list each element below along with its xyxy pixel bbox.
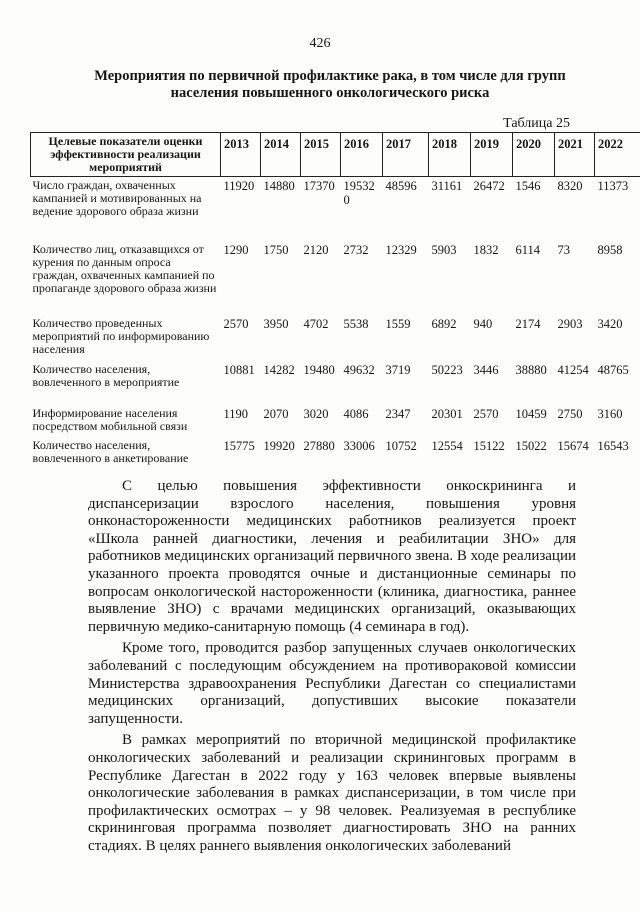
table-cell: 26472: [473, 179, 505, 193]
table-cell: 19920: [263, 439, 295, 453]
table-cell: 3160: [597, 407, 623, 421]
paragraph: С целью повышения эффективности онкоскрининга и диспансеризации взрослого населения, повышения уровня онконастороженности медицинских работников реализуется проект «Школа ранней диагностики, лечения и реабилитации ЗНО» для работников медицинских организаций первичного звена. В ходе реализации указанного проекта проводятся очные и дистанционные семинары по вопросам онкологической настороженности (клиника, диагностика, раннее выявление ЗНО) с врачами медицинских организаций, оказывающих первичную медико-санитарную помощь (4 семинара в год).: [88, 478, 577, 635]
header-year: 2013: [221, 133, 261, 177]
table-cell: 15775: [223, 439, 255, 453]
table-cell: 5903: [431, 243, 457, 257]
table-cell: 6892: [431, 317, 457, 331]
table-cell: 2570: [473, 407, 499, 421]
header-year: 2020: [513, 133, 555, 177]
table-row: [31, 405, 640, 437]
table-cell: 33006: [343, 439, 375, 453]
table-cell: 2750: [557, 407, 583, 421]
header-year: 2019: [471, 133, 513, 177]
row-label: Количество проведенных мероприятий по информированию населения: [32, 316, 210, 356]
table-cell: 2174: [515, 317, 541, 331]
table-row: [31, 437, 640, 473]
table-row: [31, 177, 640, 242]
table-cell: 15674: [557, 439, 589, 453]
table-cell: 1290: [223, 243, 249, 257]
table-row: [31, 361, 640, 405]
table-cell: 10459: [515, 407, 547, 421]
table-cell: 31161: [431, 179, 463, 193]
table-row: [31, 315, 640, 361]
table-cell: 38880: [515, 363, 547, 377]
row-label: Информирование населения посредством мобильной связи: [32, 406, 188, 433]
table-cell: 10881: [223, 363, 255, 377]
table-cell: 2070: [263, 407, 289, 421]
table-cell: 2570: [223, 317, 249, 331]
row-label: Число граждан, охваченных кампанией и мотивированных на ведение здорового образа жизни: [32, 178, 202, 218]
table-cell: 11373: [597, 179, 629, 193]
table-cell: 48765: [597, 363, 629, 377]
row-label: Количество населения, вовлеченного в мероприятие: [32, 362, 180, 389]
table-cell: 3446: [473, 363, 499, 377]
table-cell: 49632: [343, 363, 375, 377]
header-year: 2021: [555, 133, 595, 177]
table-cell: 14282: [263, 363, 295, 377]
table-cell: 15122: [473, 439, 505, 453]
header-year: 2016: [341, 133, 383, 177]
table-cell: 5538: [343, 317, 369, 331]
table-cell: 8320: [557, 179, 583, 193]
table-cell: 2347: [385, 407, 411, 421]
table-cell: 1190: [223, 407, 249, 421]
table-cell: 2903: [557, 317, 583, 331]
table-cell: 11920: [223, 179, 255, 193]
row-label: Количество населения, вовлеченного в анкетирование: [32, 438, 189, 465]
table-cell: 1546: [515, 179, 541, 193]
paragraph: В рамках мероприятий по вторичной медицинской профилактике онкологических заболеваний и реализации скрининговых программ в Республике Дагестан в 2022 году у 163 человек впервые выявлены онкологические заболевания в рамках диспансеризации, в том числе при профилактических осмотрах – у 98 человек. Реализуемая в республике скрининговая программа позволяет диагностировать ЗНО на ранних стадиях. В целях раннего выявления онкологических заболеваний: [88, 732, 576, 854]
table-row: [31, 241, 640, 315]
table-cell: 8958: [597, 243, 623, 257]
page-number: 426: [309, 36, 331, 51]
table-cell: 27880: [303, 439, 335, 453]
table-cell: 12329: [385, 243, 417, 257]
table-cell: 4702: [303, 317, 329, 331]
table-cell: 2120: [303, 243, 329, 257]
table-cell: 14880: [263, 179, 295, 193]
table-cell: 1750: [263, 243, 289, 257]
header-year: 2018: [429, 133, 471, 177]
header-year: 2017: [383, 133, 429, 177]
paragraph: Кроме того, проводится разбор запущенных случаев онкологических заболеваний с последующим обсуждением на противораковой комиссии Министерства здравоохранения Республики Дагестан со специалистами медицинских организаций, допустивших высокие показатели запущенности.: [88, 640, 576, 727]
header-year: 2022: [595, 133, 640, 177]
section-title: Мероприятия по первичной профилактике рака, в том числе для групп населения повышенного онкологического риска: [94, 68, 566, 101]
table-cell: 20301: [431, 407, 463, 421]
row-label: Количество лиц, отказавщихся от курения по данным опроса граждан, охваченных кампанией по пропаганде здорового образа жизни: [32, 242, 217, 295]
table-cell: 12554: [431, 439, 463, 453]
body-text: [88, 478, 576, 859]
table-header-row: [31, 133, 640, 177]
table-cell: 15022: [515, 439, 547, 453]
header-indicators: Целевые показатели оценки эффективности реализации мероприятий: [31, 133, 221, 177]
table-cell: 4086: [343, 407, 369, 421]
header-year: 2015: [301, 133, 341, 177]
table-cell: 2732: [343, 243, 369, 257]
table-cell: 1832: [473, 243, 499, 257]
table-cell: 3719: [385, 363, 411, 377]
table-cell: 6114: [515, 243, 541, 257]
table-cell: 73: [557, 243, 570, 257]
table-cell: 3420: [597, 317, 623, 331]
table-cell: 3950: [263, 317, 289, 331]
table-caption: Таблица 25: [503, 116, 570, 131]
table-cell: 17370: [303, 179, 335, 193]
table-cell: 1559: [385, 317, 411, 331]
table-cell: 19480: [303, 363, 335, 377]
table-cell: 10752: [385, 439, 417, 453]
table-cell: 50223: [431, 363, 463, 377]
header-year: 2014: [261, 133, 301, 177]
table-cell: 3020: [303, 407, 329, 421]
indicators-table: [30, 132, 640, 473]
table-cell: 16543: [597, 439, 629, 453]
table-cell: 940: [473, 317, 493, 331]
table-cell: 195320: [343, 179, 375, 207]
table-cell: 41254: [557, 363, 589, 377]
table-cell: 48596: [385, 179, 417, 193]
